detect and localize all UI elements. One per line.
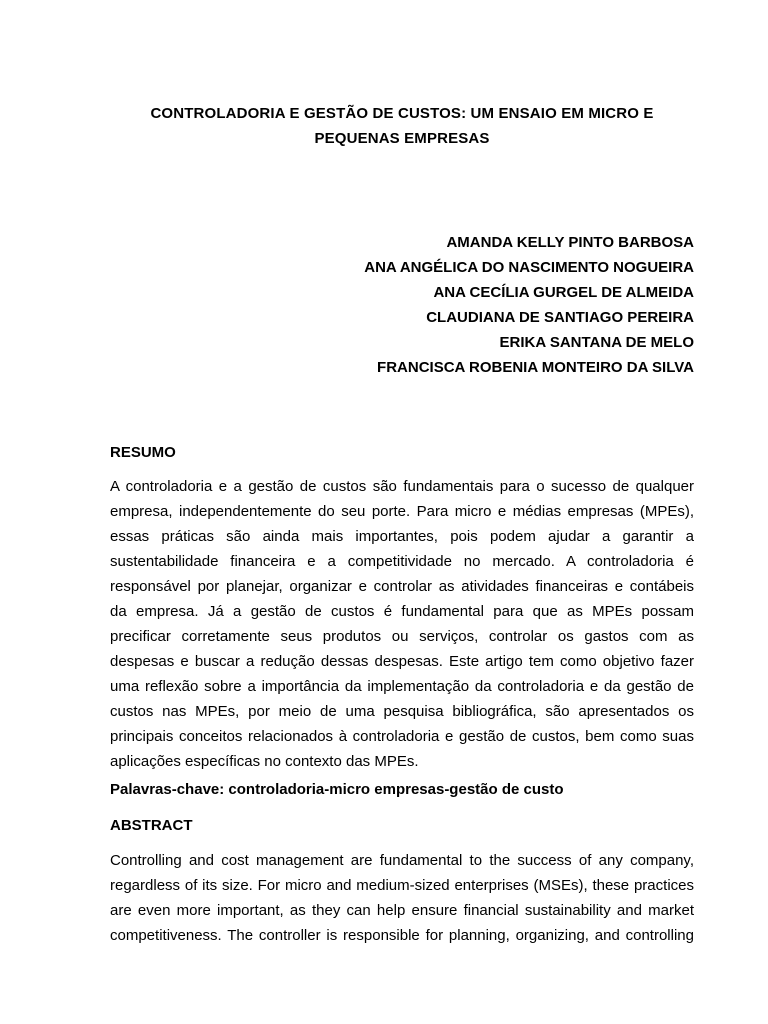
paper-title [110,101,694,151]
author-name: FRANCISCA ROBENIA MONTEIRO DA SILVA [377,359,694,376]
author-name: ANA ANGÉLICA DO NASCIMENTO NOGUEIRA [364,259,694,276]
abstract-paragraph [110,848,694,948]
keywords-line: Palavras-chave: controladoria-micro empresas-gestão de custo [110,781,564,798]
abstract-line: competitiveness. The controller is responsible for planning, organizing, and controlling [110,927,694,944]
abstract-line: are even more important, as they can help ensure financial sustainability and market [110,902,694,919]
resumo-line: da empresa. Já a gestão de custos é fundamental para que as MPEs possam [110,603,694,620]
resumo-line: sustentabilidade financeira e a competitividade no mercado. A controladoria é [110,553,694,570]
resumo-line: aplicações específicas no contexto das MPEs. [110,753,419,770]
paper-title-line-2: PEQUENAS EMPRESAS [314,130,490,147]
paper-title-line-1: CONTROLADORIA E GESTÃO DE CUSTOS: UM ENSAIO EM MICRO E [150,105,654,122]
resumo-line: custos nas MPEs, por meio de uma pesquisa bibliográfica, são apresentados os [110,703,694,720]
resumo-line: responsável por planejar, organizar e controlar as atividades financeiras e contábeis [110,578,694,595]
resumo-line: principais conceitos relacionados à controladoria e gestão de custos, bem como suas [110,728,694,745]
resumo-line: A controladoria e a gestão de custos são fundamentais para o sucesso de qualquer [110,478,694,495]
resumo-line: despesas e buscar a redução dessas despesas. Este artigo tem como objetivo fazer [110,653,694,670]
author-name: ANA CECÍLIA GURGEL DE ALMEIDA [433,284,694,301]
abstract-line: Controlling and cost management are fundamental to the success of any company, [110,852,694,869]
resumo-heading: RESUMO [110,444,176,461]
resumo-line: uma reflexão sobre a importância da implementação da controladoria e da gestão de [110,678,694,695]
author-name: CLAUDIANA DE SANTIAGO PEREIRA [426,309,694,326]
resumo-line: precificar corretamente seus produtos ou serviços, controlar os gastos com as [110,628,694,645]
author-list [110,230,694,380]
abstract-heading: ABSTRACT [110,817,193,834]
author-name: AMANDA KELLY PINTO BARBOSA [446,234,694,251]
author-name: ERIKA SANTANA DE MELO [499,334,694,351]
resumo-line: essas práticas são ainda mais importantes, pois podem ajudar a garantir a [110,528,694,545]
abstract-line: regardless of its size. For micro and medium-sized enterprises (MSEs), these practices [110,877,694,894]
resumo-paragraph [110,474,694,774]
resumo-line: empresa, independentemente do seu porte. Para micro e médias empresas (MPEs), [110,503,694,520]
